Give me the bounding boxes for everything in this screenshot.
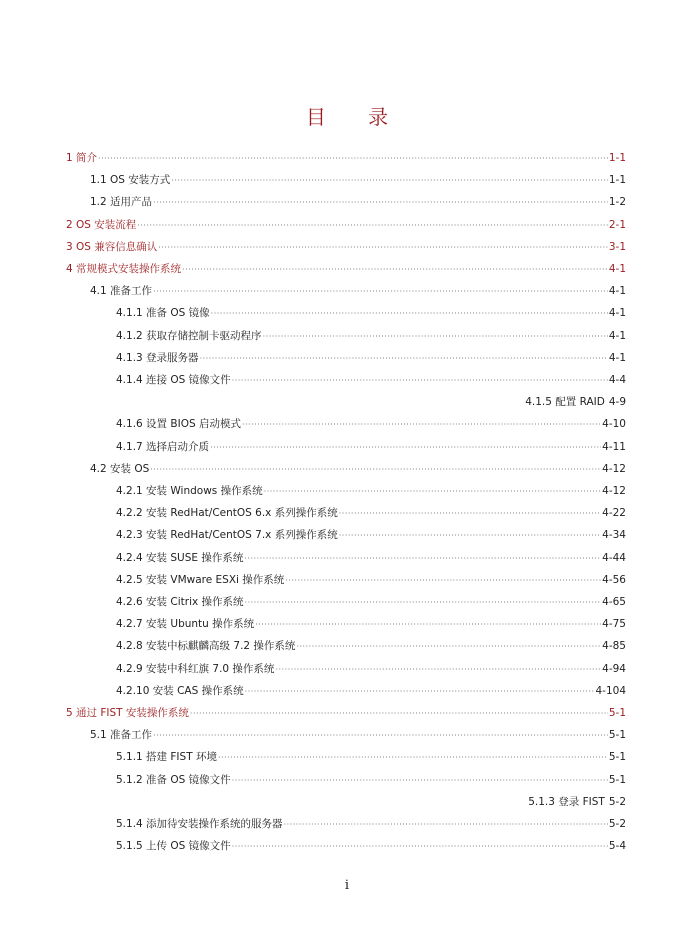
toc-entry-label: 3 OS 兼容信息确认: [66, 240, 158, 253]
page-number: i: [344, 878, 350, 893]
toc-entry[interactable]: [116, 595, 626, 609]
toc-entry-page: 4-10: [602, 418, 626, 431]
toc-entry[interactable]: [90, 195, 626, 209]
toc-entry[interactable]: [116, 573, 626, 587]
toc-entry-label: 4.2.2 安装 RedHat/CentOS 6.x 系列操作系统: [116, 507, 338, 520]
toc-leader-dots: [232, 774, 608, 788]
toc-entry-page: 4-22: [602, 507, 626, 520]
toc-entry-page: 5-1: [608, 707, 626, 719]
toc-entry-label: 4.2.1 安装 Windows 操作系统: [116, 485, 263, 497]
toc-leader-dots: [275, 663, 601, 677]
toc-entry-page: 4-75: [602, 618, 626, 631]
toc-entry[interactable]: [116, 351, 626, 365]
toc-entry[interactable]: [116, 306, 626, 320]
toc-leader-dots: [244, 552, 601, 566]
toc-leader-dots: [296, 640, 601, 654]
toc-entry-page: 4-9: [608, 396, 626, 409]
toc-entry[interactable]: [116, 684, 626, 698]
toc-entry-page: 1-1: [608, 174, 626, 187]
toc-entry[interactable]: [116, 528, 626, 542]
toc-entry-page: 4-94: [602, 662, 626, 675]
toc-entry-label: 4.2 安装 OS: [90, 462, 150, 475]
toc-entry-page: 5-1: [608, 751, 626, 764]
toc-entry-page: 4-104: [595, 684, 626, 697]
toc-entry-label: 1.1 OS 安装方式: [90, 174, 171, 187]
toc-entry-page: 1-2: [608, 196, 626, 209]
toc-leader-dots: [182, 263, 608, 277]
toc-leader-dots: [285, 574, 601, 588]
toc-entry-label: 4.1.3 登录服务器: [116, 351, 199, 364]
toc-entry-label: 4.1 准备工作: [90, 285, 153, 298]
toc-entry[interactable]: [90, 173, 626, 187]
toc-entry-label: 1 简介: [66, 152, 98, 164]
toc-leader-dots: [137, 219, 608, 233]
toc-entry-label: 5.1.3 登录 FIST: [528, 795, 605, 808]
toc-leader-dots: [232, 374, 608, 388]
toc-leader-dots: [218, 751, 608, 765]
toc-entry-label: 4 常规模式安装操作系统: [66, 263, 182, 275]
toc-entry-label: 4.1.2 获取存储控制卡驱动程序: [116, 329, 262, 342]
toc-entry[interactable]: [116, 329, 626, 343]
toc-entry-label: 4.2.9 安装中科红旗 7.0 操作系统: [116, 662, 275, 675]
toc-leader-dots: [339, 507, 601, 521]
toc-entry-label: 4.1.1 准备 OS 镜像: [116, 307, 210, 320]
toc-entry[interactable]: [90, 728, 626, 742]
toc-leader-dots: [171, 174, 608, 188]
toc-entry[interactable]: [116, 417, 626, 431]
toc-entry[interactable]: [90, 462, 626, 476]
toc-entry[interactable]: [66, 240, 626, 254]
toc-entry-page: 5-2: [608, 818, 626, 830]
toc-entry-label: 4.2.10 安装 CAS 操作系统: [116, 684, 244, 697]
toc-leader-dots: [339, 529, 601, 543]
toc-leader-dots: [263, 330, 608, 344]
toc-entry-label: 4.2.4 安装 SUSE 操作系统: [116, 551, 244, 564]
toc-entry[interactable]: [116, 395, 626, 409]
toc-leader-dots: [210, 441, 601, 455]
toc-entry-page: 4-1: [608, 307, 626, 320]
toc-leader-dots: [242, 418, 601, 432]
toc-entry[interactable]: [66, 218, 626, 232]
toc-leader-dots: [245, 685, 595, 699]
toc-entry[interactable]: [116, 839, 626, 853]
toc-entry[interactable]: [116, 662, 626, 676]
toc-entry[interactable]: [116, 373, 626, 387]
toc-entry-label: 4.2.5 安装 VMware ESXi 操作系统: [116, 573, 285, 586]
toc-entry-page: 4-12: [602, 485, 626, 497]
toc-entry-label: 4.2.7 安装 Ubuntu 操作系统: [116, 618, 255, 631]
toc-entry[interactable]: [66, 151, 626, 165]
toc-entry-label: 5.1.2 准备 OS 镜像文件: [116, 773, 231, 786]
toc-leader-dots: [190, 707, 608, 721]
toc-entry-label: 2 OS 安装流程: [66, 218, 137, 231]
toc-entry-label: 1.2 适用产品: [90, 196, 153, 209]
toc-leader-dots: [150, 463, 601, 477]
toc-entry-page: 4-1: [608, 285, 626, 298]
toc-entry-page: 1-1: [608, 152, 626, 164]
toc-entry[interactable]: [116, 551, 626, 565]
toc-entry-page: 4-12: [602, 462, 626, 475]
toc-entry-label: 4.2.8 安装中标麒麟高级 7.2 操作系统: [116, 640, 296, 653]
toc-entry-label: 4.1.7 选择启动介质: [116, 440, 210, 453]
toc-leader-dots: [264, 485, 602, 499]
toc-entry[interactable]: [66, 706, 626, 720]
toc-entry[interactable]: [66, 262, 626, 276]
toc-entry-label: 5.1.5 上传 OS 镜像文件: [116, 840, 231, 853]
toc-entry-page: 5-1: [608, 773, 626, 786]
toc-entry[interactable]: [116, 639, 626, 653]
toc-entry-page: 4-65: [602, 596, 626, 608]
toc-leader-dots: [211, 307, 608, 321]
toc-leader-dots: [153, 285, 608, 299]
toc-leader-dots: [158, 241, 608, 255]
toc-entry-page: 4-4: [608, 374, 626, 386]
toc-entry-label: 4.2.6 安装 Citrix 操作系统: [116, 596, 244, 608]
toc-leader-dots: [245, 596, 602, 610]
toc-entry-page: 4-44: [602, 551, 626, 564]
toc-leader-dots: [284, 818, 608, 832]
toc-entry-page: 4-56: [602, 573, 626, 586]
toc-entry-label: 5.1 准备工作: [90, 729, 153, 742]
toc-entry-page: 4-85: [602, 640, 626, 653]
toc-leader-dots: [232, 840, 608, 854]
toc-entry-page: 5-1: [608, 729, 626, 742]
toc-entry-page: 4-1: [608, 263, 626, 275]
toc-leader-dots: [153, 729, 608, 743]
toc-entry-page: 4-1: [608, 351, 626, 364]
toc-entry-page: 4-1: [608, 329, 626, 342]
toc-entry[interactable]: [116, 795, 626, 809]
toc-leader-dots: [153, 196, 608, 210]
toc-entry[interactable]: [90, 284, 626, 298]
toc-entry[interactable]: [116, 773, 626, 787]
toc-entry[interactable]: [116, 750, 626, 764]
toc-entry-page: 5-4: [608, 840, 626, 853]
toc-entry[interactable]: [116, 440, 626, 454]
toc-entry-page: 2-1: [608, 218, 626, 231]
toc-title: 目 录: [305, 105, 407, 129]
toc-entry-page: 4-11: [602, 440, 626, 453]
toc-entry-label: 4.1.4 连接 OS 镜像文件: [116, 374, 231, 386]
toc-entry-label: 4.2.3 安装 RedHat/CentOS 7.x 系列操作系统: [116, 529, 338, 542]
toc-entry[interactable]: [116, 484, 626, 498]
toc-entry-label: 5 通过 FIST 安装操作系统: [66, 707, 189, 719]
toc-entry[interactable]: [116, 506, 626, 520]
toc-leader-dots: [98, 152, 608, 166]
toc-leader-dots: [200, 352, 608, 366]
toc-entry-label: 4.1.5 配置 RAID: [525, 396, 605, 409]
toc-entry[interactable]: [116, 617, 626, 631]
toc-entry[interactable]: [116, 817, 626, 831]
toc-entry-label: 5.1.1 搭建 FIST 环境: [116, 751, 217, 764]
toc-leader-dots: [255, 618, 601, 632]
toc-entry-page: 5-2: [608, 795, 626, 808]
toc-entry-label: 4.1.6 设置 BIOS 启动模式: [116, 418, 241, 431]
toc-entry-page: 3-1: [608, 240, 626, 253]
toc-entry-label: 5.1.4 添加待安装操作系统的服务器: [116, 818, 283, 830]
toc-entry-page: 4-34: [602, 529, 626, 542]
